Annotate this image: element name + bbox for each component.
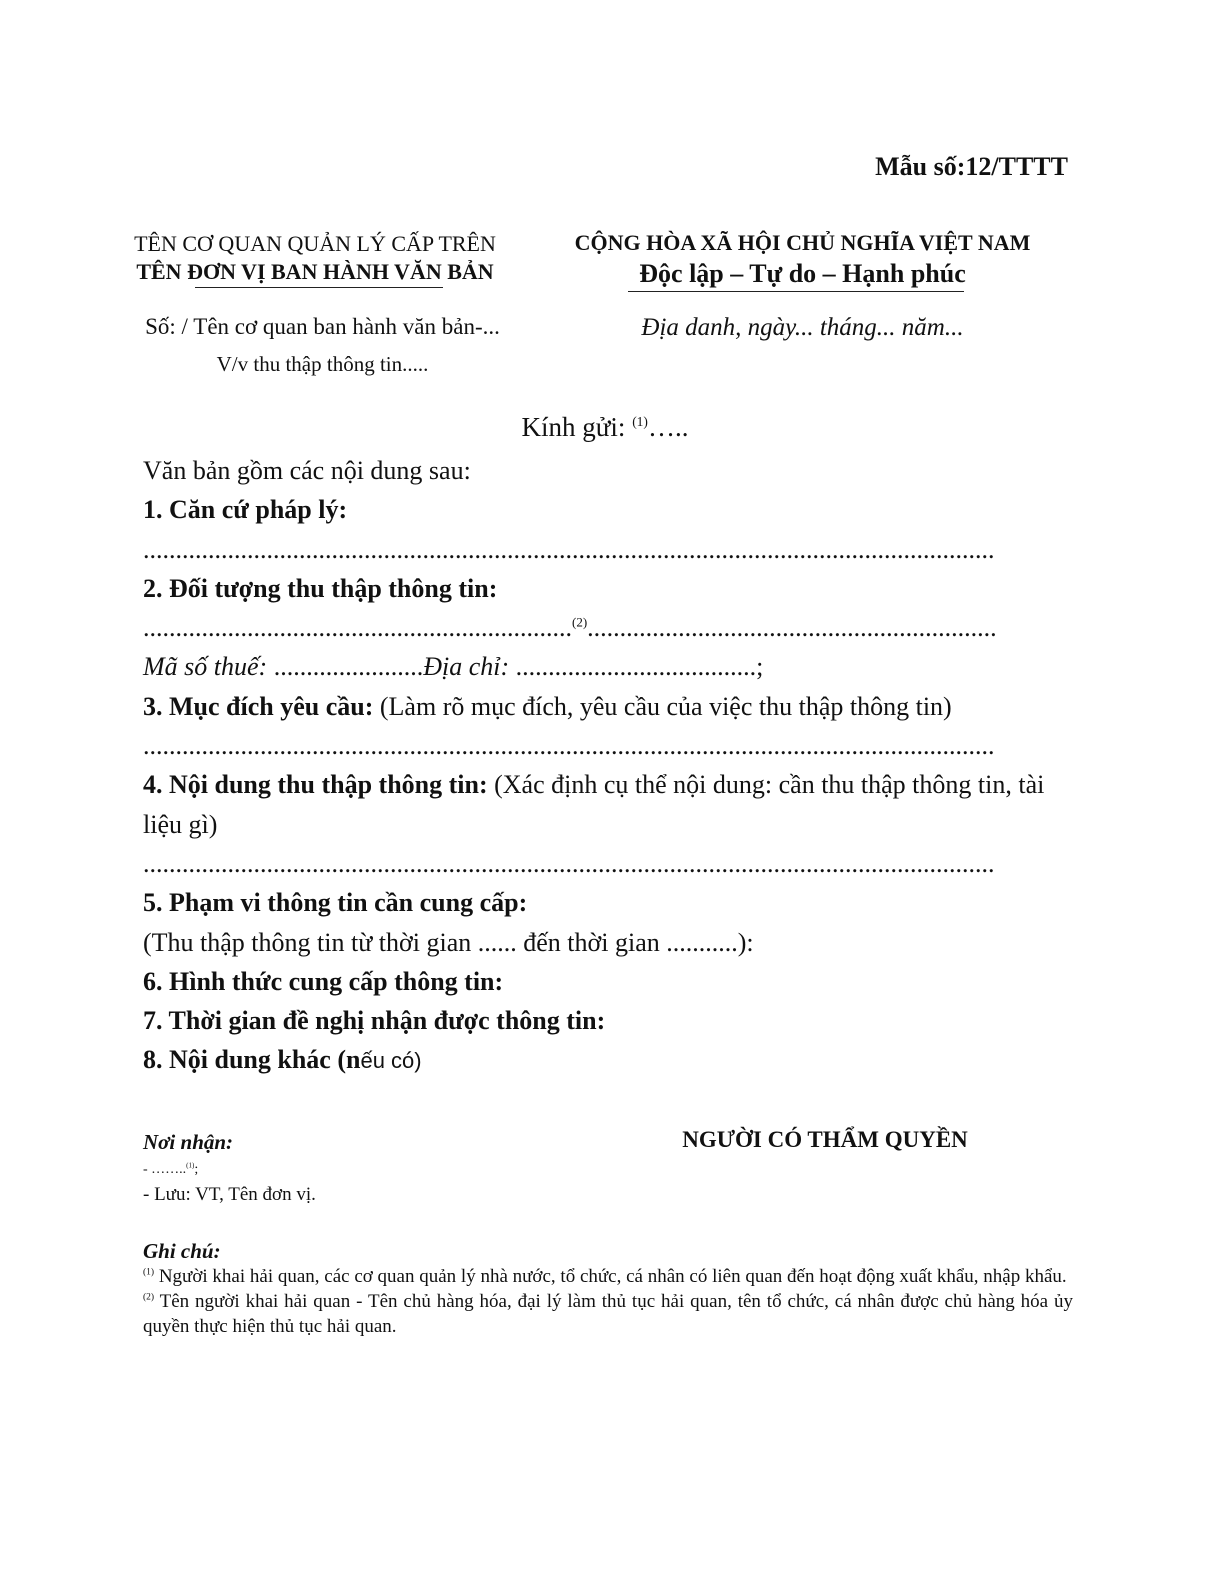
- signer-title: NGƯỜI CÓ THẨM QUYỀN: [682, 1127, 968, 1152]
- tax-code-fill: .......................: [267, 652, 424, 682]
- greeting-tail: …..: [647, 412, 689, 442]
- notes-title: Ghi chú:: [143, 1239, 221, 1263]
- footnote-ref: (2): [572, 614, 588, 630]
- section-4-title: 4. Nội dung thu thập thông tin:: [143, 770, 488, 800]
- issuer-header: [100, 230, 530, 286]
- note-1: [143, 1264, 1073, 1289]
- recipient-line-1: [143, 1162, 198, 1178]
- note-1-text: Người khai hải quan, các cơ quan quản lý nhà nước, tổ chức, cá nhân có liên quan đến hoạt động xuất khẩu, nhập khẩu.: [154, 1266, 1067, 1287]
- greeting: [0, 412, 1210, 443]
- recipient-line-2: - Lưu: VT, Tên đơn vị.: [143, 1184, 316, 1205]
- footnote-mark: (1): [143, 1267, 155, 1278]
- section-6-title: 6. Hình thức cung cấp thông tin:: [143, 966, 504, 996]
- section-1-title: 1. Căn cứ pháp lý:: [143, 495, 348, 525]
- nation-title: CỘNG HÒA XÃ HỘI CHỦ NGHĨA VIỆT NAM: [574, 230, 1031, 255]
- section-3-fill-line: ...................................................................................................................................: [143, 731, 995, 761]
- section-2-fill-line: [143, 608, 1078, 647]
- document-number: Số: / Tên cơ quan ban hành văn bản-...: [145, 314, 500, 339]
- address-fill: .....................................;: [509, 652, 764, 682]
- section-5-title: 5. Phạm vi thông tin cần cung cấp:: [143, 888, 528, 918]
- address-label: Địa chỉ:: [423, 652, 510, 682]
- section-4-desc: (Xác định cụ thể nội dung: cần thu thập thông tin, tài liệu gì): [143, 770, 1045, 839]
- section-3-title: 3. Mục đích yêu cầu:: [143, 691, 374, 721]
- form-code: Mẫu số:12/TTTT: [875, 152, 1068, 181]
- footnote-mark: (2): [143, 1292, 155, 1303]
- notes-block: [143, 1238, 1073, 1339]
- section-8-line: [143, 1040, 1078, 1080]
- national-motto: Độc lập – Tự do – Hạnh phúc: [639, 259, 966, 288]
- document-body: [143, 451, 1078, 1081]
- superior-agency: TÊN CƠ QUAN QUẢN LÝ CẤP TRÊN: [134, 231, 496, 256]
- section-3-desc: (Làm rõ mục đích, yêu cầu của việc thu thập thông tin): [373, 691, 952, 721]
- note-2: [143, 1289, 1073, 1339]
- section-8-note: ếu có): [360, 1048, 422, 1074]
- section-2-title: 2. Đối tượng thu thập thông tin:: [143, 573, 498, 603]
- section-7-title: 7. Thời gian đề nghị nhận được thông tin:: [143, 1006, 606, 1036]
- section-4-line: [143, 765, 1078, 844]
- national-header: [540, 229, 1065, 291]
- section-3-line: [143, 687, 1078, 726]
- section-1-fill-line: ...................................................................................................................................: [143, 534, 995, 564]
- recipient-prefix: - ……..: [143, 1162, 187, 1177]
- issuer-underline: [195, 287, 443, 288]
- greeting-text: Kính gửi:: [521, 412, 633, 442]
- footnote-ref: (1): [186, 1161, 195, 1170]
- recipient-suffix: ;: [194, 1162, 199, 1177]
- footnote-ref: (1): [632, 414, 648, 429]
- place-date: Địa danh, ngày... tháng... năm...: [641, 314, 964, 341]
- note-2-text: Tên người khai hải quan - Tên chủ hàng hóa, đại lý làm thủ tục hải quan, tên tổ chức, cá nhân được chủ hàng hóa ủy quyền thực hiện thủ tục hải quan.: [143, 1291, 1073, 1337]
- tax-address-line: [143, 647, 1078, 686]
- issuing-unit: TÊN ĐƠN VỊ BAN HÀNH VĂN BẢN: [136, 259, 494, 284]
- document-subject: V/v thu thập thông tin.....: [216, 352, 429, 376]
- recipients-label: Nơi nhận:: [143, 1130, 234, 1154]
- intro-line: Văn bản gồm các nội dung sau:: [143, 456, 471, 485]
- section-4-fill-line: ...................................................................................................................................: [143, 848, 995, 878]
- fill-dots: ..................................................................: [143, 613, 572, 643]
- fill-dots: ...............................................................: [587, 613, 997, 643]
- motto-underline: [628, 291, 964, 292]
- section-5-desc: (Thu thập thông tin từ thời gian ...... đến thời gian ...........):: [143, 927, 754, 957]
- section-8-title: 8. Nội dung khác (n: [143, 1045, 361, 1075]
- tax-code-label: Mã số thuế:: [143, 652, 268, 682]
